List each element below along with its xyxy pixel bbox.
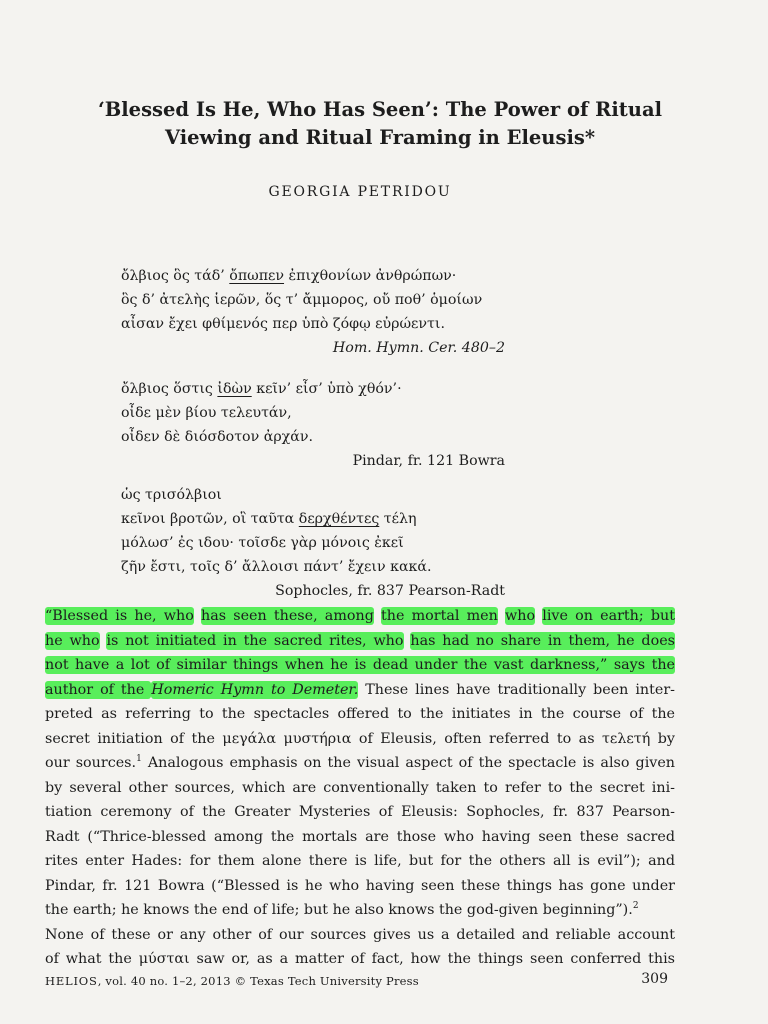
epigraph-line: οἶδε μὲν βίου τελευτάν, bbox=[121, 405, 292, 421]
underlined-word: ἰδὼν bbox=[217, 381, 252, 397]
body-line: tiation ceremony of the Greater Mysteries of Eleusis: Sophocles, fr. 837 Pearson- bbox=[45, 804, 675, 820]
highlighted-text: author of the bbox=[45, 681, 152, 698]
highlighted-text: is not initiated in the sacred rites, who bbox=[106, 632, 404, 649]
epigraph-line: ὄλβιος ὃς τάδ’ ὄπωπεν ἐπιχθονίων ἀνθρώπων· bbox=[121, 268, 457, 284]
footnote-marker: 1 bbox=[136, 754, 142, 765]
epigraph-source: Pindar, fr. 121 Bowra bbox=[352, 453, 505, 469]
epigraph-3 bbox=[121, 483, 505, 603]
epigraph-source: Sophocles, fr. 837 Pearson-Radt bbox=[275, 583, 505, 599]
epigraph-line: ὡς τρισόλβιοι bbox=[121, 487, 222, 503]
body-line: rites enter Hades: for them alone there is life, but for the others all is evil”); and bbox=[45, 853, 675, 869]
body-line: Radt (“Thrice-blessed among the mortals are those who having seen these sacred bbox=[45, 828, 675, 845]
article-title bbox=[40, 96, 720, 152]
epigraph-line: ὃς δ’ ἀτελὴς ἱερῶν, ὅς τ’ ἄμμορος, οὔ ποθ’ ὁμοίων bbox=[121, 292, 483, 308]
epigraph-line: κεῖνοι βροτῶν, οἳ ταῦτα δερχθέντες τέλη bbox=[121, 511, 417, 527]
highlighted-italic-text: Homeric Hymn to Demeter. bbox=[151, 681, 359, 698]
body-line: by several other sources, which are conventionally taken to refer to the secret ini- bbox=[45, 779, 675, 796]
highlighted-text: live on earth; but bbox=[542, 608, 675, 624]
footnote-marker: 2 bbox=[632, 901, 639, 912]
journal-name: HELIOS bbox=[45, 974, 98, 988]
epigraph-1 bbox=[121, 264, 505, 360]
highlighted-text: who bbox=[505, 608, 536, 624]
author-name: GEORGIA PETRIDOU bbox=[268, 184, 452, 200]
underlined-word: δερχθέντες bbox=[298, 511, 380, 527]
body-line: preted as referring to the spectacles offered to the initiates in the course of the bbox=[45, 706, 675, 722]
journal-details: , vol. 40 no. 1–2, 2013 © Texas Tech University Press bbox=[97, 974, 419, 988]
body-line: the earth; he knows the end of life; but he also knows the god-given beginning”).$^2$ bbox=[45, 901, 639, 918]
epigraph-line: ὄλβιος ὅστις ἰδὼν κεῖν’ εἶσ’ ὑπὸ χθόν’· bbox=[121, 381, 402, 397]
epigraph-line: αἶσαν ἔχει φθίμενός περ ὑπὸ ζόφῳ εὐρώεντι. bbox=[121, 316, 445, 332]
body-line: Pindar, fr. 121 Bowra (“Blessed is he who having seen these things has gone under bbox=[45, 877, 675, 894]
body-paragraph bbox=[45, 604, 675, 972]
body-line: secret initiation of the μεγάλα μυστήρια of Eleusis, often referred to as τελετή by bbox=[45, 730, 675, 747]
epigraph-2 bbox=[121, 377, 505, 473]
journal-citation bbox=[45, 974, 419, 988]
highlighted-text: has seen these, among bbox=[201, 608, 374, 624]
body-line: None of these or any other of our sources gives us a detailed and reliable account bbox=[45, 926, 675, 943]
body-line bbox=[45, 604, 675, 629]
highlighted-text: the mortal men bbox=[381, 608, 498, 624]
title-line-2: Viewing and Ritual Framing in Eleusis* bbox=[164, 126, 596, 149]
body-line: author of the Homeric Hymn to Demeter. These lines have traditionally been inter- bbox=[45, 681, 675, 698]
highlighted-text: he who bbox=[45, 632, 100, 649]
page-number: 309 bbox=[641, 971, 668, 987]
body-line bbox=[45, 629, 675, 654]
highlighted-text: “Blessed is he, who bbox=[45, 608, 194, 624]
underlined-word: ὄπωπεν bbox=[229, 268, 285, 284]
body-line bbox=[45, 653, 675, 678]
highlighted-text: not have a lot of similar things when he is dead under the vast darkness,” says the bbox=[45, 657, 675, 673]
body-line: of what the μύσται saw or, as a matter of fact, how the things seen conferred this bbox=[45, 951, 675, 967]
body-line: our sources.$^1$ Analogous emphasis on the visual aspect of the spectacle is also given bbox=[45, 754, 675, 771]
epigraph-source: Hom. Hymn. Cer. 480–2 bbox=[332, 340, 505, 356]
epigraph-line: μόλωσ’ ἐς ιδου· τοῖσδε γὰρ μόνοις ἐκεῖ bbox=[121, 535, 404, 551]
epigraph-line: οἶδεν δὲ διόσδοτον ἀρχάν. bbox=[121, 429, 313, 445]
title-line-1: ‘Blessed Is He, Who Has Seen’: The Power of Ritual bbox=[97, 98, 663, 121]
highlighted-text: has had no share in them, he does bbox=[410, 632, 675, 649]
epigraph-line: ζῆν ἔστι, τοῖς δ’ ἄλλοισι πάντ’ ἔχειν κακά. bbox=[121, 559, 432, 575]
